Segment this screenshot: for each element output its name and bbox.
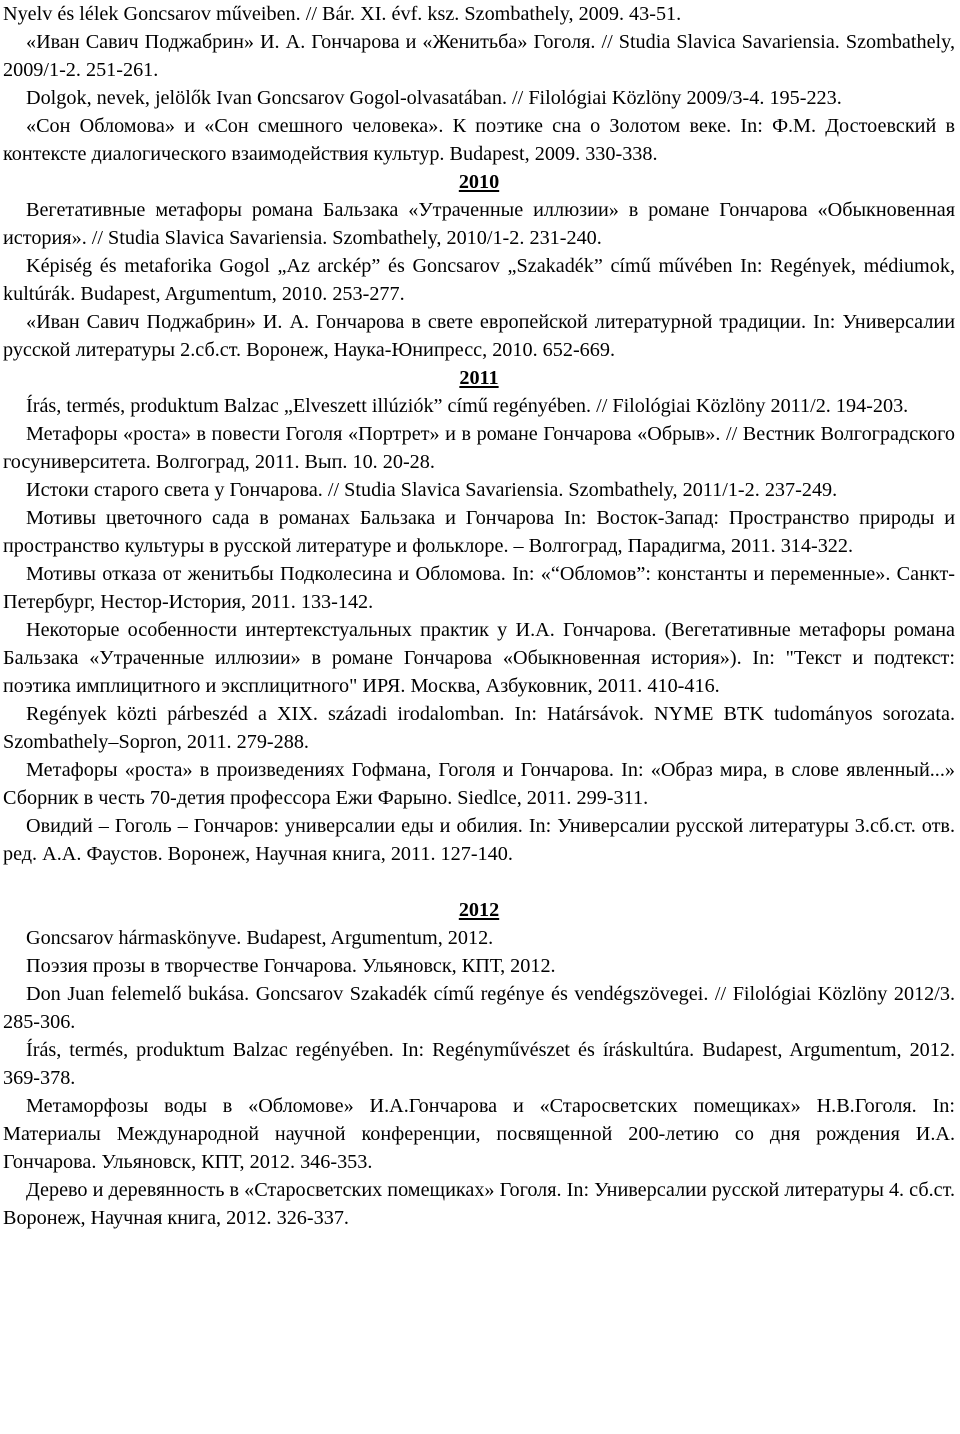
bibliography-entry: Írás, termés, produktum Balzac „Elveszett illúziók” című regényében. // Filológiai Közlöny 2011/2. 194-203. [26, 395, 909, 417]
bibliography-entry: Истоки старого света у Гончарова. // Studia Slavica Savariensia. Szombathely, 2011/1-2. 237-249. [26, 479, 838, 501]
bibliography-entry: Nyelv és lélek Goncsarov műveiben. // Bár. XI. évf. ksz. Szombathely, 2009. 43-51. [3, 3, 682, 25]
bibliography-entry: Метафоры «роста» в повести Гоголя «Портрет» и в романе Гончарова «Обрыв». // Вестник Волгоградского госуниверситета. Волгоград, 2011. Вып. 10. 20-28. [3, 423, 955, 473]
bibliography-entry: Поэзия прозы в творчестве Гончарова. Ульяновск, КПТ, 2012. [26, 955, 556, 977]
bibliography-entry: Don Juan felemelő bukása. Goncsarov Szakadék című regénye és vendégszövegei. // Filológiai Közlöny 2012/3. 285-306. [3, 983, 955, 1033]
section-spacer [3, 868, 955, 896]
bibliography-entry: Метаморфозы воды в «Обломове» И.А.Гончарова и «Старосветских помещиках» Н.В.Гоголя. In: Материалы Международной научной конференции, посвященной 200-летию со дня рождения И.А. Гончарова. Ульяновск, КПТ, 2012. 346-353. [3, 1095, 955, 1173]
bibliography-entry: Dolgok, nevek, jelölők Ivan Goncsarov Gogol-olvasatában. // Filológiai Közlöny 2009/3-4. 195-223. [26, 87, 842, 109]
bibliography-entry: Regények közti párbeszéd a XIX. századi irodalomban. In: Határsávok. NYME BTK tudományos sorozata. Szombathely–Sopron, 2011. 279-288. [3, 703, 955, 753]
bibliography-entry: «Иван Савич Поджабрин» И. А. Гончарова и «Женитьба» Гоголя. // Studia Slavica Savariensia. Szombathely, 2009/1-2. 251-261. [3, 31, 955, 81]
bibliography-entry: «Иван Савич Поджабрин» И. А. Гончарова в свете европейской литературной традиции. In: Универсалии русской литературы 2.сб.ст. Воронеж, Наука-Юнипресс, 2010. 652-669. [3, 311, 955, 361]
bibliography-entry: Írás, termés, produktum Balzac regényében. In: Regényművészet és íráskultúra. Budapest, Argumentum, 2012. 369-378. [3, 1039, 955, 1089]
year-heading-2012: 2012 [458, 899, 500, 921]
year-heading-2010: 2010 [458, 171, 500, 193]
bibliography-entry: Некоторые особенности интертекстуальных практик у И.А. Гончарова. (Вегетативные метафоры романа Бальзака «Утраченные иллюзии» в романе Гончарова «Обыкновенная история»). In: "Текст и подтекст: поэтика имплицитного и эксплицитного" ИРЯ. Москва, Азбуковник, 2011. 410-416. [3, 619, 955, 697]
bibliography-entry: Мотивы отказа от женитьбы Подколесина и Обломова. In: «“Обломов”: константы и переменные». Санкт-Петербург, Нестор-История, 2011. 133-142. [3, 563, 955, 613]
bibliography-document [3, 0, 955, 1232]
bibliography-entry: Овидий – Гоголь – Гончаров: универсалии еды и обилия. In: Универсалии русской литературы 3.сб.ст. отв. ред. А.А. Фаустов. Воронеж, Научная книга, 2011. 127-140. [3, 815, 955, 865]
bibliography-entry: Метафоры «роста» в произведениях Гофмана, Гоголя и Гончарова. In: «Образ мира, в слове явленный...» Сборник в честь 70-детия профессора Ежи Фарыно. Siedlce, 2011. 299-311. [3, 759, 955, 809]
bibliography-entry: Мотивы цветочного сада в романах Бальзака и Гончарова In: Восток-Запад: Пространство природы и пространство культуры в русской литературе и фольклоре. – Волгоград, Парадигма, 2011. 314-322. [3, 507, 955, 557]
bibliography-entry: Goncsarov hármaskönyve. Budapest, Argumentum, 2012. [26, 927, 494, 949]
bibliography-entry: Вегетативные метафоры романа Бальзака «Утраченные иллюзии» в романе Гончарова «Обыкновенная история». // Studia Slavica Savariensia. Szombathely, 2010/1-2. 231-240. [3, 199, 955, 249]
bibliography-entry: «Сон Обломова» и «Сон смешного человека». К поэтике сна о Золотом веке. In: Ф.М. Достоевский в контексте диалогического взаимодействия культур. Budapest, 2009. 330-338. [3, 115, 955, 165]
bibliography-entry: Képiség és metaforika Gogol „Az arckép” és Goncsarov „Szakadék” című művében In: Regények, médiumok, kultúrák. Budapest, Argumentum, 2010. 253-277. [3, 255, 955, 305]
year-heading-2011: 2011 [459, 367, 499, 389]
bibliography-entry: Дерево и деревянность в «Старосветских помещиках» Гоголя. In: Универсалии русской литературы 4. сб.ст. Воронеж, Научная книга, 2012. 326-337. [3, 1179, 955, 1229]
